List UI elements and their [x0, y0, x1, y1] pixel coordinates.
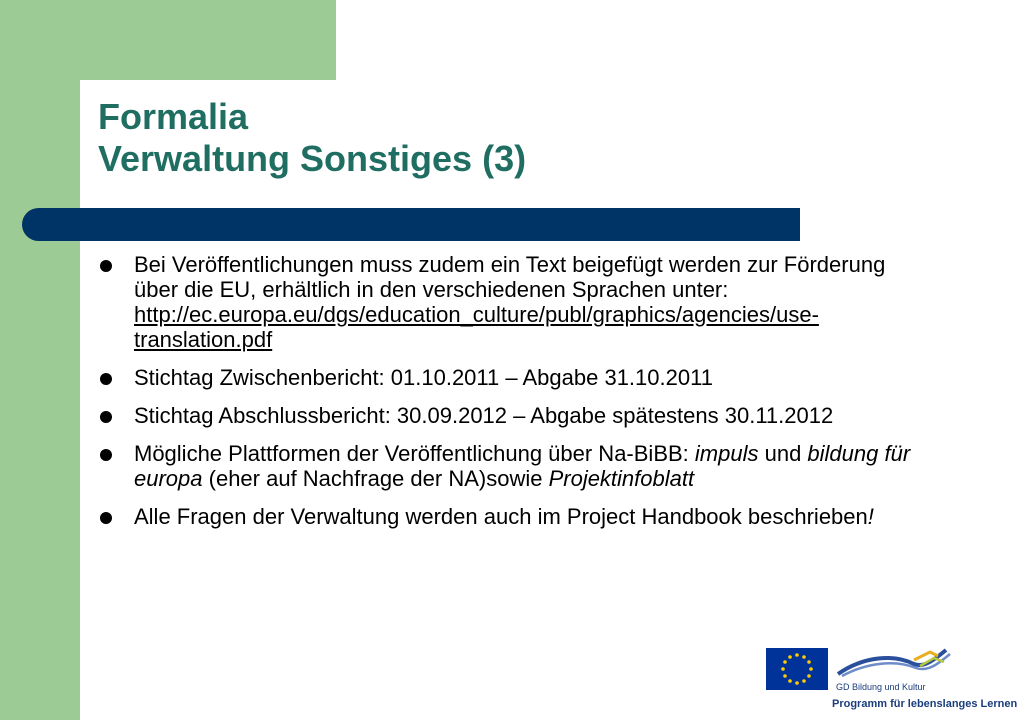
bullet-text: Stichtag Abschlussbericht: 30.09.2012 – Abgabe spätestens 30.11.2012 [134, 403, 834, 428]
eu-flag-icon [766, 648, 828, 690]
bullet-item-interim-report [100, 365, 915, 390]
bullet-icon [100, 373, 112, 385]
bullet-italic-impuls: impuls [694, 441, 759, 466]
title-divider-bar [22, 208, 800, 241]
bullet-list [100, 252, 915, 542]
gd-bildung-label: GD Bildung und Kultur [836, 682, 926, 692]
bullet-icon [100, 260, 112, 272]
bullet-text: Alle Fragen der Verwaltung werden auch im Project Handbook beschrieben [134, 504, 868, 529]
bullet-text: Bei Veröffentlichungen muss zudem ein Text beigefügt werden zur Förderung über die EU, erhältlich in den verschiedenen Sprachen unter: [134, 252, 886, 302]
bullet-text-part: (eher auf Nachfrage der NA)sowie [202, 466, 549, 491]
program-label: Programm für lebenslanges Lernen [832, 698, 1017, 710]
bullet-item-platforms [100, 441, 915, 491]
bullet-italic-exclamation: ! [867, 504, 874, 529]
bullet-text: Stichtag Zwischenbericht: 01.10.2011 – Abgabe 31.10.2011 [134, 365, 713, 390]
bullet-icon [100, 449, 112, 461]
bullet-italic-projektinfoblatt: Projektinfoblatt [548, 466, 695, 491]
program-swoosh-icon [834, 646, 954, 680]
bullet-icon [100, 411, 112, 423]
bullet-text-part: Mögliche Plattformen der Veröffentlichung über Na-BiBB: [134, 441, 695, 466]
bullet-item-handbook [100, 504, 915, 529]
bullet-italic-bildung: bildung für europa [134, 441, 911, 491]
bullet-text-part: und [758, 441, 808, 466]
title-line-1: Formalia [98, 96, 249, 137]
bullet-item-publication-text [100, 252, 915, 352]
bullet-item-final-report [100, 403, 915, 428]
green-top-band [80, 0, 336, 80]
slide-title [98, 96, 898, 180]
title-line-2: Verwaltung Sonstiges (3) [98, 138, 527, 179]
translation-pdf-link[interactable]: http://ec.europa.eu/dgs/education_culture/publ/graphics/agencies/use-translation.pdf [134, 302, 819, 352]
eu-program-logo [764, 646, 1017, 716]
bullet-icon [100, 512, 112, 524]
green-side-band [0, 0, 80, 720]
